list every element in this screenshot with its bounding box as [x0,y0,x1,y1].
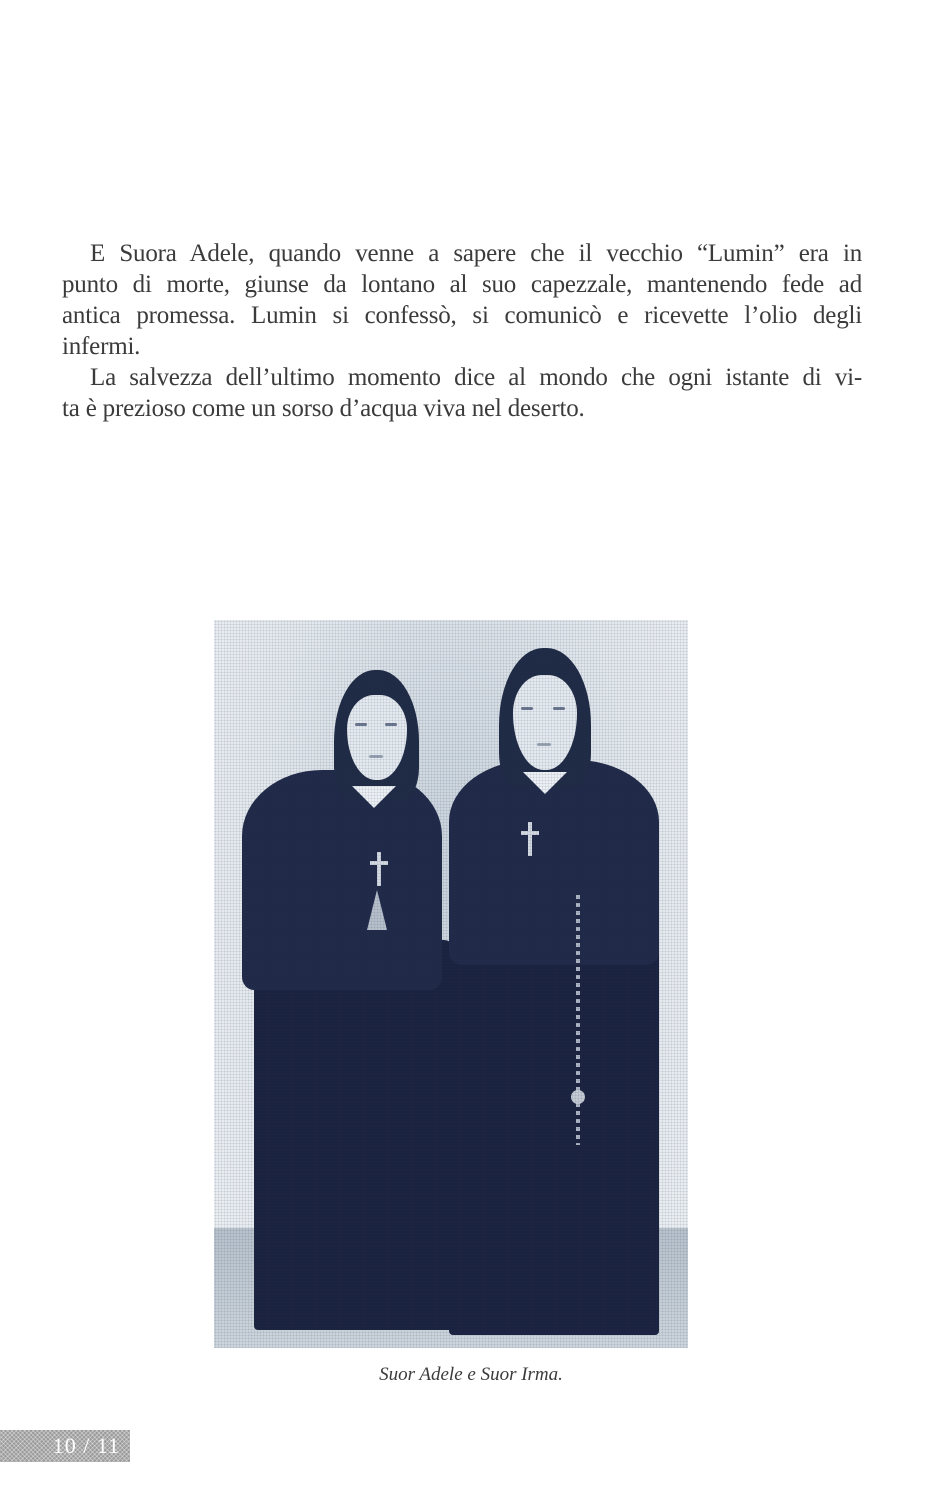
body-text [62,238,862,424]
text-line: ta è prezioso come un sorso d’acqua viva nel deserto. [62,395,585,422]
collar [352,786,396,808]
text-line: infermi. [62,333,141,360]
photo-two-nuns [214,620,688,1348]
nun-right [449,620,688,1348]
cape [242,770,442,990]
paragraph-2 [62,362,862,424]
tassel [367,890,387,930]
text-line: La salvezza dell’ultimo momento dice al mondo che ogni istante di vi- [90,364,862,391]
figure-caption: Suor Adele e Suor Irma. [379,1364,563,1385]
page-number: 10 / 11 [52,1433,120,1458]
paragraph-1 [62,238,862,362]
robe [449,920,659,1335]
text-line: E Suora Adele, quando venne a sapere che il vecchio “Lumin” era in [90,240,862,267]
collar [523,772,567,794]
medal [571,1090,585,1104]
cross-icon [521,822,539,856]
nun-left [214,620,454,1348]
rosary [576,895,580,1145]
text-line: punto di morte, giunse da lontano al suo capezzale, mantenendo fede ad [62,271,862,298]
text-line: antica promessa. Lumin si confessò, si comunicò e ricevette l’olio degli [62,302,862,329]
page-number-badge [0,1430,130,1462]
cross-icon [370,852,388,886]
robe [254,940,454,1330]
